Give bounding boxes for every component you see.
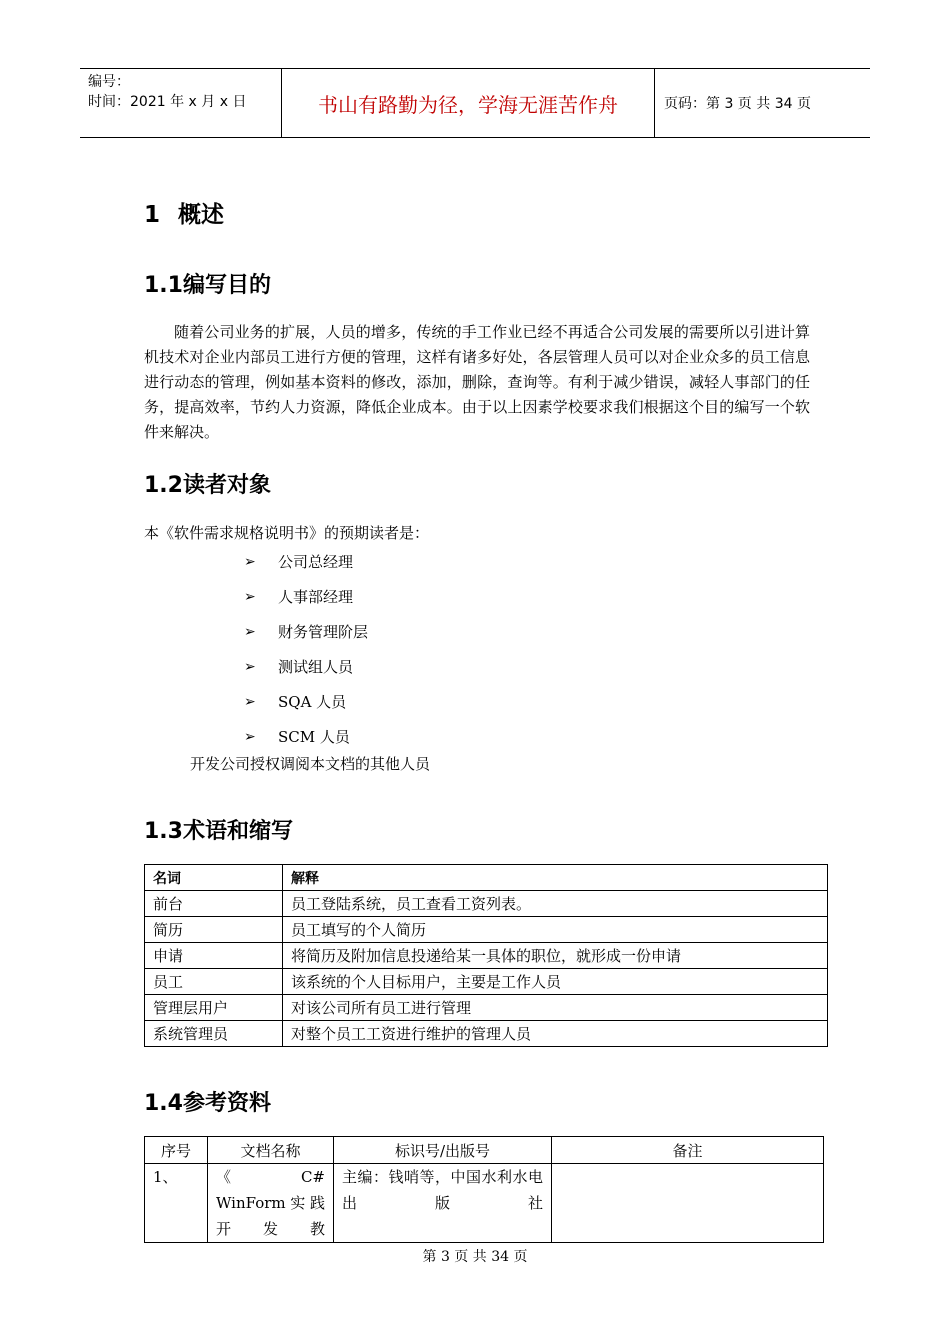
- header-page-info: 页码：第 3 页 共 34 页: [664, 96, 811, 112]
- section-number: 1: [144, 202, 161, 228]
- definition-cell: 员工填写的个人简历: [283, 917, 828, 943]
- ref-publisher-cell: 主编：钱哨等，中国水利水电出版社: [334, 1164, 552, 1243]
- purpose-paragraph: 随着公司业务的扩展，人员的增多，传统的手工作业已经不再适合公司发展的需要所以引进计算机技术对企业内部员工进行方便的管理，这样有诸多好处，各层管理人员可以对企业众多的员工信息进行动态的管理，例如基本资料的修改，添加，删除，查询等。有利于减少错误，减轻人事部门的任务，提高效率，节约人力资源，降低企业成本。由于以上因素学校要求我们根据这个目的编写一个软件来解决。: [144, 323, 810, 441]
- doc-time-label: 时间：2021 年 x 月 x 日: [88, 94, 247, 110]
- definition-cell: 员工登陆系统，员工查看工资列表。: [283, 891, 828, 917]
- column-header: 序号: [145, 1137, 208, 1164]
- table-row: [145, 969, 828, 995]
- ref-note-cell: [552, 1164, 824, 1243]
- arrowhead-bullet-icon: ➢: [244, 693, 256, 710]
- arrowhead-bullet-icon: ➢: [244, 553, 256, 570]
- term-cell: 简历: [145, 917, 283, 943]
- definition-cell: 该系统的个人目标用户，主要是工作人员: [283, 969, 828, 995]
- table-row: [145, 995, 828, 1021]
- readers-list: [244, 544, 368, 754]
- header-motto: 书山有路勤为径，学海无涯苦作舟: [281, 69, 655, 137]
- section-1-2-heading: 1.2读者对象: [144, 473, 271, 498]
- doc-number-label: 编号：: [88, 74, 130, 90]
- table-header-row: [145, 865, 828, 891]
- term-cell: 申请: [145, 943, 283, 969]
- term-cell: 前台: [145, 891, 283, 917]
- table-row: [145, 891, 828, 917]
- list-item: ➢ SCM 人员: [244, 728, 350, 746]
- page-header: [80, 68, 870, 138]
- definition-cell: 对整个员工工资进行维护的管理人员: [283, 1021, 828, 1047]
- definition-cell: 对该公司所有员工进行管理: [283, 995, 828, 1021]
- readers-intro: 本《软件需求规格说明书》的预期读者是：: [144, 524, 430, 542]
- section-1-3-heading: 1.3术语和缩写: [144, 819, 293, 844]
- term-cell: 系统管理员: [145, 1021, 283, 1047]
- section-1-1-heading: 1.1编写目的: [144, 273, 271, 298]
- arrowhead-bullet-icon: ➢: [244, 623, 256, 640]
- ref-title-cell: 《C# WinForm实践开发教: [208, 1164, 334, 1243]
- list-item: ➢ 测试组人员: [244, 658, 354, 676]
- list-item: ➢ 公司总经理: [244, 553, 354, 571]
- column-header: 解释: [283, 865, 828, 891]
- definition-cell: 将简历及附加信息投递给某一具体的职位，就形成一份申请: [283, 943, 828, 969]
- section-title: 概述: [178, 202, 225, 228]
- table-row: [145, 1164, 824, 1243]
- header-meta: [80, 69, 280, 137]
- table-row: [145, 1021, 828, 1047]
- arrowhead-bullet-icon: ➢: [244, 728, 256, 745]
- terms-table: [144, 864, 828, 1047]
- column-header: 标识号/出版号: [334, 1137, 552, 1164]
- page-footer: 第 3 页 共 34 页: [422, 1249, 528, 1265]
- table-row: [145, 917, 828, 943]
- section-1-heading: [144, 196, 224, 229]
- column-header: 文档名称: [208, 1137, 334, 1164]
- arrowhead-bullet-icon: ➢: [244, 658, 256, 675]
- list-item: ➢ 人事部经理: [244, 588, 354, 606]
- section-1-4-heading: 1.4参考资料: [144, 1091, 271, 1116]
- term-cell: 员工: [145, 969, 283, 995]
- arrowhead-bullet-icon: ➢: [244, 588, 256, 605]
- table-header-row: [145, 1137, 824, 1164]
- list-item: ➢ 财务管理阶层: [244, 623, 369, 641]
- term-cell: 管理层用户: [145, 995, 283, 1021]
- ref-index-cell: 1、: [145, 1164, 208, 1243]
- list-item: ➢ SQA 人员: [244, 693, 347, 711]
- readers-extra: 开发公司授权调阅本文档的其他人员: [190, 755, 431, 773]
- references-table: [144, 1136, 824, 1243]
- table-row: [145, 943, 828, 969]
- column-header: 名词: [145, 865, 283, 891]
- column-header: 备注: [552, 1137, 824, 1164]
